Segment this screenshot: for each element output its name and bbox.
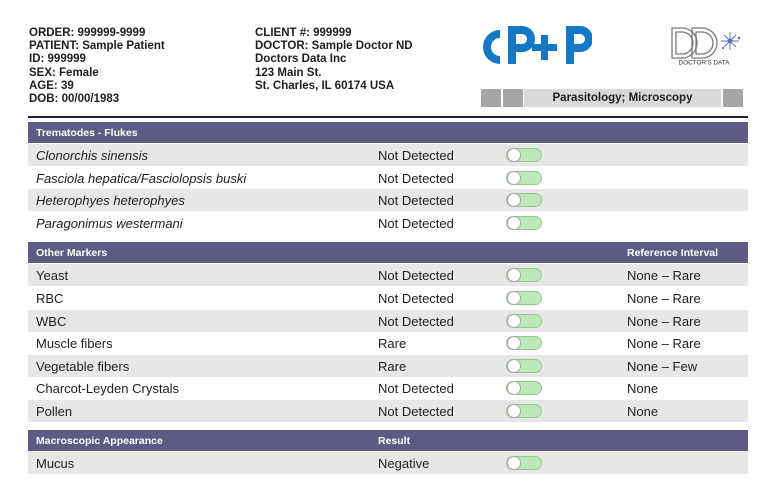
- tab-indicator-1: [481, 89, 501, 107]
- patient-id: ID: 999999: [29, 53, 86, 66]
- test-name: Charcot-Leyden Crystals: [36, 381, 180, 396]
- patient-age: AGE: 39: [29, 79, 74, 92]
- reference-interval: None – Rare: [627, 268, 701, 283]
- reference-interval: None – Rare: [627, 336, 701, 351]
- client-street: 123 Main St.: [255, 66, 322, 79]
- section-title: Other Markers: [36, 247, 108, 259]
- cpp-logo: [478, 26, 592, 68]
- normal-indicator: [506, 336, 542, 350]
- tab-indicator-2: [503, 89, 523, 107]
- normal-indicator: [506, 404, 542, 418]
- client-org: Doctors Data Inc: [255, 53, 347, 66]
- section-title: Trematodes - Flukes: [36, 127, 138, 139]
- test-result: Not Detected: [378, 314, 454, 329]
- reference-interval: None – Few: [627, 359, 698, 374]
- result-header: Result: [378, 435, 411, 447]
- test-result: Rare: [378, 359, 407, 374]
- tab-indicator-3: [723, 89, 743, 107]
- patient-info: [29, 27, 165, 106]
- reference-interval: None – Rare: [627, 314, 701, 329]
- reference-interval: None – Rare: [627, 291, 701, 306]
- doctors-data-logo: [668, 24, 744, 66]
- test-result: Not Detected: [378, 171, 454, 186]
- test-result: Not Detected: [378, 148, 454, 163]
- section-header-other-markers: [28, 242, 748, 263]
- normal-indicator: [506, 359, 542, 373]
- test-result: Rare: [378, 336, 407, 351]
- normal-indicator: [506, 268, 542, 282]
- tab-parasitology-microscopy: Parasitology; Microscopy: [524, 89, 721, 107]
- doctor-name: DOCTOR: Sample Doctor ND: [255, 40, 413, 53]
- table-row: [28, 212, 748, 234]
- test-result: Not Detected: [378, 381, 454, 396]
- table-row: [28, 310, 748, 332]
- normal-indicator: [506, 314, 542, 328]
- test-name: Clonorchis sinensis: [36, 148, 148, 163]
- test-name: RBC: [36, 291, 64, 306]
- normal-indicator: [506, 456, 542, 470]
- table-row: [28, 355, 748, 377]
- normal-indicator: [506, 381, 542, 395]
- table-row: [28, 264, 748, 286]
- table-row: [28, 287, 748, 309]
- section-header-macroscopic: [28, 430, 748, 451]
- client-info: [255, 27, 413, 93]
- test-result: Not Detected: [378, 193, 454, 208]
- table-row: [28, 452, 748, 474]
- test-name: Fasciola hepatica/Fasciolopsis buski: [36, 171, 247, 186]
- patient-sex: SEX: Female: [29, 66, 99, 79]
- reference-interval: None: [627, 381, 659, 396]
- table-row: [28, 167, 748, 189]
- test-name: WBC: [36, 314, 67, 329]
- normal-indicator: [506, 148, 542, 162]
- test-result: Not Detected: [378, 268, 454, 283]
- test-result: Not Detected: [378, 216, 454, 231]
- order-number: ORDER: 999999-9999: [29, 27, 146, 39]
- test-name: Heterophyes heterophyes: [36, 193, 185, 208]
- test-name: Yeast: [36, 268, 69, 283]
- table-row: [28, 400, 748, 422]
- table-row: [28, 377, 748, 399]
- normal-indicator: [506, 291, 542, 305]
- test-result: Not Detected: [378, 291, 454, 306]
- normal-indicator: [506, 193, 542, 207]
- test-name: Mucus: [36, 456, 75, 471]
- client-city: St. Charles, IL 60174 USA: [255, 79, 395, 92]
- normal-indicator: [506, 216, 542, 230]
- section-title: Macroscopic Appearance: [36, 435, 163, 447]
- test-name: Muscle fibers: [36, 336, 113, 351]
- test-name: Pollen: [36, 404, 73, 419]
- test-name: Paragonimus westermani: [36, 216, 183, 231]
- table-row: [28, 189, 748, 211]
- section-header-trematodes: [28, 122, 748, 143]
- test-result: Not Detected: [378, 404, 454, 419]
- patient-name: PATIENT: Sample Patient: [29, 40, 165, 53]
- test-result: Negative: [378, 456, 430, 471]
- patient-dob: DOB: 00/00/1983: [29, 93, 120, 106]
- client-number: CLIENT #: 999999: [255, 27, 352, 39]
- header-rule: [28, 116, 748, 118]
- reference-interval: None: [627, 404, 659, 419]
- table-row: [28, 144, 748, 166]
- table-row: [28, 332, 748, 354]
- reference-interval-header: Reference Interval: [627, 247, 719, 259]
- svg-text:DOCTOR'S DATA: DOCTOR'S DATA: [678, 59, 730, 66]
- normal-indicator: [506, 171, 542, 185]
- test-name: Vegetable fibers: [36, 359, 130, 374]
